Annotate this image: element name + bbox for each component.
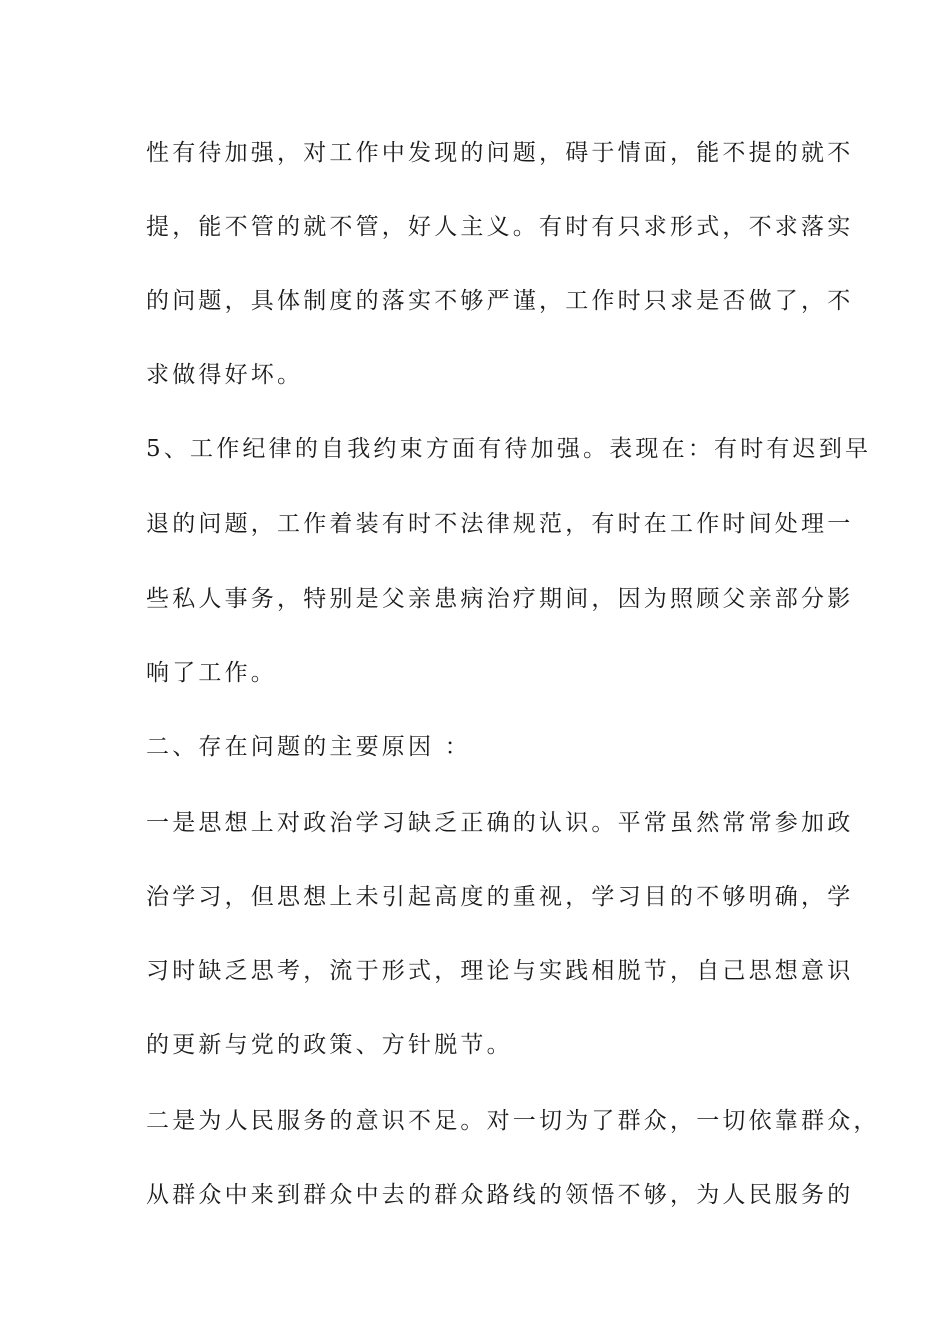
text-line: 提，能不管的就不管，好人主义。有时有只求形式，不求落实 xyxy=(146,214,854,240)
text-line: 响了工作。 xyxy=(146,660,277,686)
text-line: 二是为人民服务的意识不足。对一切为了群众，一切依靠群众， xyxy=(146,1108,880,1134)
text-line: 的更新与党的政策、方针脱节。 xyxy=(146,1032,513,1058)
text-line: 些私人事务，特别是父亲患病治疗期间，因为照顾父亲部分影 xyxy=(146,586,854,612)
text-line: 求做得好坏。 xyxy=(146,362,304,388)
text-line: 治学习，但思想上未引起高度的重视，学习目的不够明确，学 xyxy=(146,884,854,910)
text-line: 性有待加强，对工作中发现的问题，碍于情面，能不提的就不 xyxy=(146,140,854,166)
text-line: 从群众中来到群众中去的群众路线的领悟不够，为人民服务的 xyxy=(146,1182,854,1208)
section-heading: 二、存在问题的主要原因 ： xyxy=(146,734,471,760)
text-line: 退的问题，工作着装有时不法律规范，有时在工作时间处理一 xyxy=(146,511,854,537)
text-line: 习时缺乏思考，流于形式，理论与实践相脱节，自己思想意识 xyxy=(146,958,854,984)
text-line: 的问题，具体制度的落实不够严谨，工作时只求是否做了，不 xyxy=(146,288,854,314)
text-line: 一是思想上对政治学习缺乏正确的认识。平常虽然常常参加政 xyxy=(146,810,854,836)
text-line: 5、工作纪律的自我约束方面有待加强。表现在：有时有迟到早 xyxy=(146,436,872,462)
